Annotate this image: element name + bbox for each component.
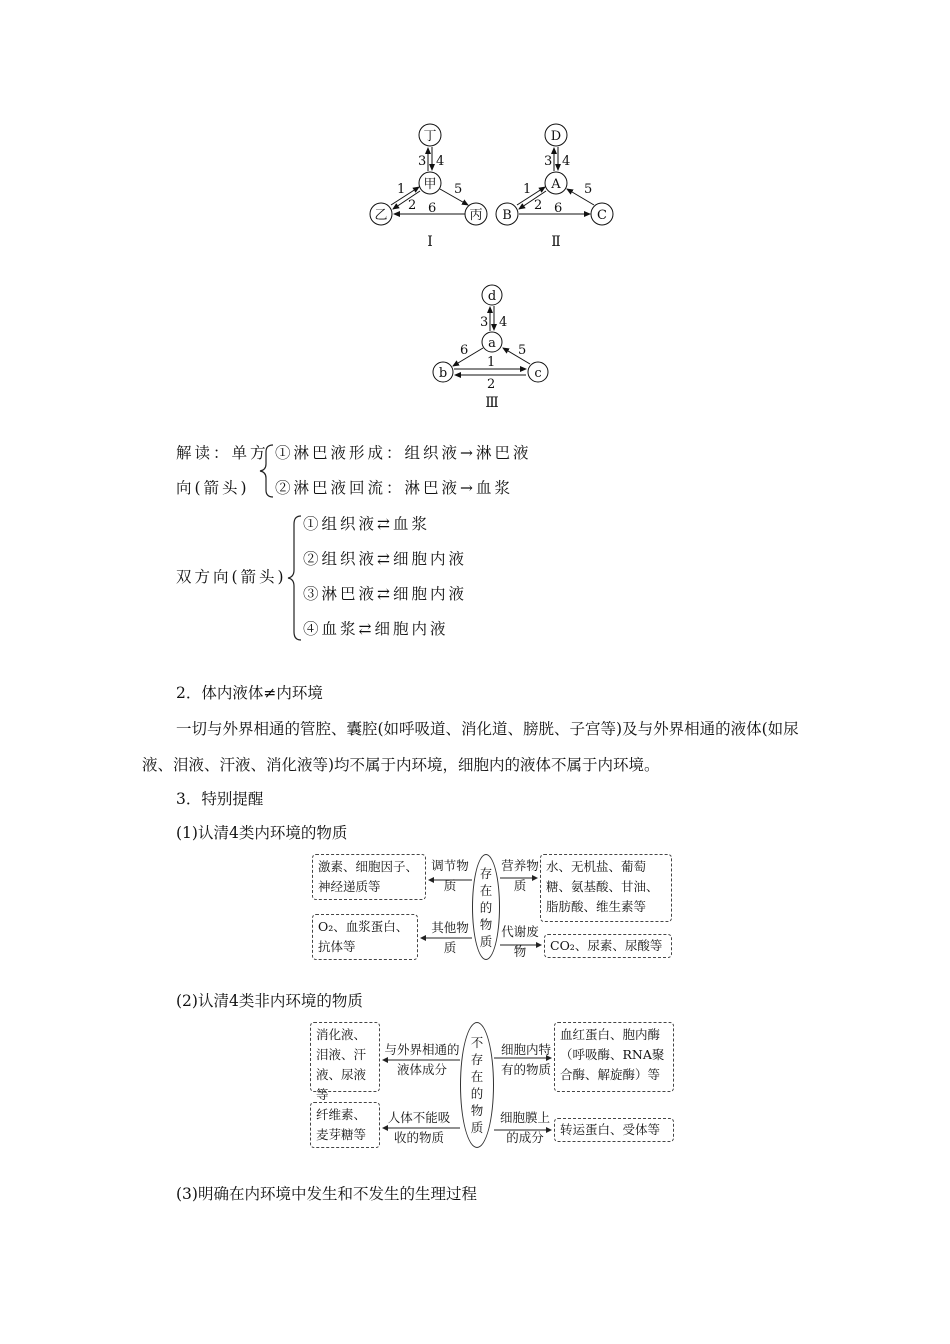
svg-text:2: 2 xyxy=(408,198,417,213)
box-regulatory: 激素、细胞因子、神经递质等 xyxy=(312,854,426,900)
interp-label-line2: 向(箭头) xyxy=(176,479,250,497)
svg-text:4: 4 xyxy=(562,154,571,169)
svg-text:D: D xyxy=(550,129,562,144)
two-way-brace xyxy=(287,515,303,641)
diagram-1 xyxy=(370,124,487,250)
section3-sub1: (1)认清4类内环境的物质 xyxy=(176,824,348,842)
svg-text:c: c xyxy=(534,366,542,381)
section3-heading: 3．特别提醒 xyxy=(176,790,264,808)
diagram-3 xyxy=(420,282,560,417)
label-unabsorbable: 人体不能吸收的物质 xyxy=(387,1110,451,1145)
non-inner-env-substances-chart xyxy=(308,1020,674,1150)
svg-text:5: 5 xyxy=(518,343,527,358)
two-way-item-2: ②组织液⇄细胞内液 xyxy=(303,550,467,568)
caption-1: Ⅰ xyxy=(427,234,433,250)
svg-text:6: 6 xyxy=(428,201,437,216)
inner-env-substances-chart xyxy=(308,852,674,964)
label-waste: 代谢废物 xyxy=(501,924,539,959)
svg-text:C: C xyxy=(597,208,607,223)
svg-text:b: b xyxy=(438,366,448,381)
node-ding: 丁 xyxy=(423,129,437,144)
diagram-2 xyxy=(496,124,613,250)
box-waste: CO₂、尿素、尿酸等 xyxy=(544,934,672,958)
box-unabsorbable: 纤维素、麦芽糖等 xyxy=(310,1102,380,1148)
svg-text:5: 5 xyxy=(584,182,593,197)
center-oval: 存在的物质 xyxy=(472,854,500,960)
box-external-fluids: 消化液、泪液、汗液、尿液等 xyxy=(310,1022,380,1092)
node-jia: 甲 xyxy=(423,177,437,192)
two-way-label: 双方向(箭头) xyxy=(176,568,287,586)
box-intracellular: 血红蛋白、胞内酶（呼吸酶、RNA聚合酶、解旋酶）等 xyxy=(554,1022,674,1092)
node-yi: 乙 xyxy=(374,208,388,223)
label-nutrients: 营养物质 xyxy=(501,858,539,893)
caption-3: Ⅲ xyxy=(485,395,499,411)
svg-text:5: 5 xyxy=(454,182,463,197)
svg-text:4: 4 xyxy=(499,315,508,330)
svg-text:B: B xyxy=(502,208,512,223)
interp-label-line1: 解读：单方 xyxy=(176,444,269,462)
one-way-item-2: ②淋巴液回流：淋巴液→血浆 xyxy=(275,479,513,497)
diagram-1-and-2 xyxy=(360,115,630,255)
caption-2: Ⅱ xyxy=(551,234,561,250)
one-way-brace xyxy=(259,444,275,498)
svg-text:4: 4 xyxy=(436,154,445,169)
chart2-arrows xyxy=(308,1020,674,1150)
box-membrane: 转运蛋白、受体等 xyxy=(554,1118,674,1142)
svg-text:6: 6 xyxy=(460,343,469,358)
svg-text:2: 2 xyxy=(534,198,543,213)
svg-text:A: A xyxy=(551,177,561,192)
node-bing: 丙 xyxy=(469,208,483,223)
two-way-item-4: ④血浆⇄细胞内液 xyxy=(303,620,449,638)
section3-sub3: (3)明确在内环境中发生和不发生的生理过程 xyxy=(176,1185,477,1203)
svg-text:6: 6 xyxy=(554,201,563,216)
svg-text:1: 1 xyxy=(487,355,496,370)
label-membrane: 细胞膜上的成分 xyxy=(499,1110,550,1145)
label-intracellular: 细胞内特有的物质 xyxy=(500,1042,551,1077)
label-regulatory: 调节物质 xyxy=(431,858,469,893)
one-way-item-1: ①淋巴液形成：组织液→淋巴液 xyxy=(275,444,532,462)
section3-sub2: (2)认清4类非内环境的物质 xyxy=(176,992,363,1010)
svg-text:2: 2 xyxy=(487,377,496,392)
svg-text:d: d xyxy=(487,289,497,304)
svg-text:3: 3 xyxy=(418,154,427,169)
svg-text:3: 3 xyxy=(544,154,553,169)
two-way-item-1: ①组织液⇄血浆 xyxy=(303,515,430,533)
svg-text:1: 1 xyxy=(523,182,532,197)
svg-text:3: 3 xyxy=(480,315,489,330)
section2-body: 一切与外界相通的管腔、囊腔(如呼吸道、消化道、膀胱、子宫等)及与外界相通的液体(如尿液、泪液、汗液、消化液等)均不属于内环境，细胞内的液体不属于内环境。 xyxy=(142,720,799,774)
section2-heading: 2．体内液体≠内环境 xyxy=(176,684,323,702)
two-way-item-3: ③淋巴液⇄细胞内液 xyxy=(303,585,467,603)
svg-text:a: a xyxy=(488,336,496,351)
chart1-arrows xyxy=(308,852,674,964)
box-nutrients: 水、无机盐、葡萄糖、氨基酸、甘油、脂肪酸、维生素等 xyxy=(540,854,672,922)
center-oval-2: 不存在的物质 xyxy=(460,1022,494,1148)
label-external: 与外界相通的液体成分 xyxy=(384,1042,460,1077)
box-other: O₂、血浆蛋白、抗体等 xyxy=(312,914,418,960)
label-other: 其他物质 xyxy=(431,920,469,955)
svg-text:1: 1 xyxy=(397,182,406,197)
